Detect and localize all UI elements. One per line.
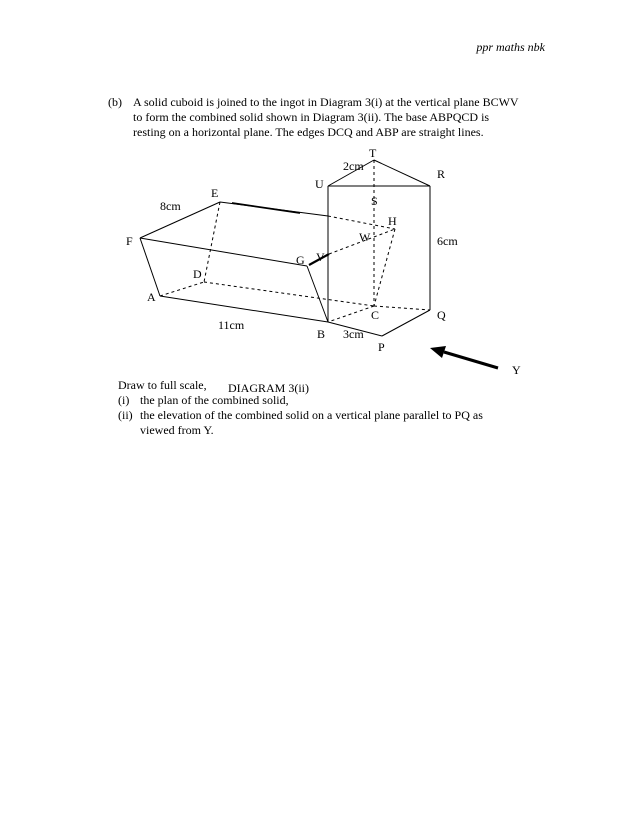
hidden-edge-HC [374, 229, 395, 306]
label-B: B [317, 327, 326, 341]
task-item-3 [118, 423, 538, 438]
dim-slant: 8cm [160, 199, 181, 213]
hidden-edge-UH [328, 216, 395, 229]
task-item-1 [118, 393, 538, 408]
label-A: A [147, 290, 156, 304]
label-W: W [359, 230, 371, 244]
tasks-intro: Draw to full scale, [118, 378, 207, 392]
task-text-3: viewed from Y. [140, 423, 214, 437]
label-F: F [126, 234, 133, 248]
task-text-2: the elevation of the combined solid on a vertical plane parallel to PQ as [140, 408, 483, 422]
diagram-caption: DIAGRAM 3(ii) [228, 381, 309, 395]
hidden-edge-ED [204, 202, 220, 282]
label-R: R [437, 167, 446, 181]
task-text-1: the plan of the combined solid, [140, 393, 289, 407]
label-Q: Q [437, 308, 446, 322]
task-num-2: (ii) [118, 408, 133, 422]
edge-PQ [382, 310, 430, 336]
label-S: S [371, 194, 378, 208]
question-line-2: to form the combined solid shown in Diagram 3(ii). The base ABPQCD is [133, 110, 490, 124]
label-Y: Y [512, 363, 521, 377]
label-H: H [388, 214, 397, 228]
task-item-2 [118, 408, 538, 423]
label-V: V [316, 250, 325, 264]
tasks [118, 378, 538, 438]
label-D: D [193, 267, 202, 281]
edge-FG [140, 238, 307, 266]
label-E: E [211, 186, 219, 200]
question-line-3: resting on a horizontal plane. The edges DCQ and ABP are straight lines. [133, 125, 484, 139]
dim-base-width: 3cm [343, 327, 364, 341]
task-num-1: (i) [118, 393, 130, 407]
edge-EH-bold [232, 203, 300, 213]
edge-GB [307, 266, 328, 322]
label-C: C [371, 308, 380, 322]
hidden-edge-DC [204, 282, 374, 306]
question-line-1: A solid cuboid is joined to the ingot in Diagram 3(i) at the vertical plane BCWV [133, 95, 519, 109]
label-P: P [378, 340, 385, 354]
question-label: (b) [108, 95, 122, 109]
dim-length: 11cm [218, 318, 245, 332]
view-arrow-shaft [444, 352, 498, 368]
label-U: U [315, 177, 324, 191]
edge-FA [140, 238, 160, 296]
page-header: ppr maths nbk [476, 40, 545, 54]
dim-top-width: 2cm [343, 159, 364, 173]
edge-TR [374, 160, 430, 186]
hidden-edge-AD [160, 282, 204, 296]
hidden-edge-CB [328, 306, 374, 322]
view-arrow-head [430, 346, 446, 358]
label-G: G [296, 253, 305, 267]
label-T: T [369, 146, 377, 160]
dim-height: 6cm [437, 234, 458, 248]
hidden-edge-CQ [374, 306, 430, 310]
